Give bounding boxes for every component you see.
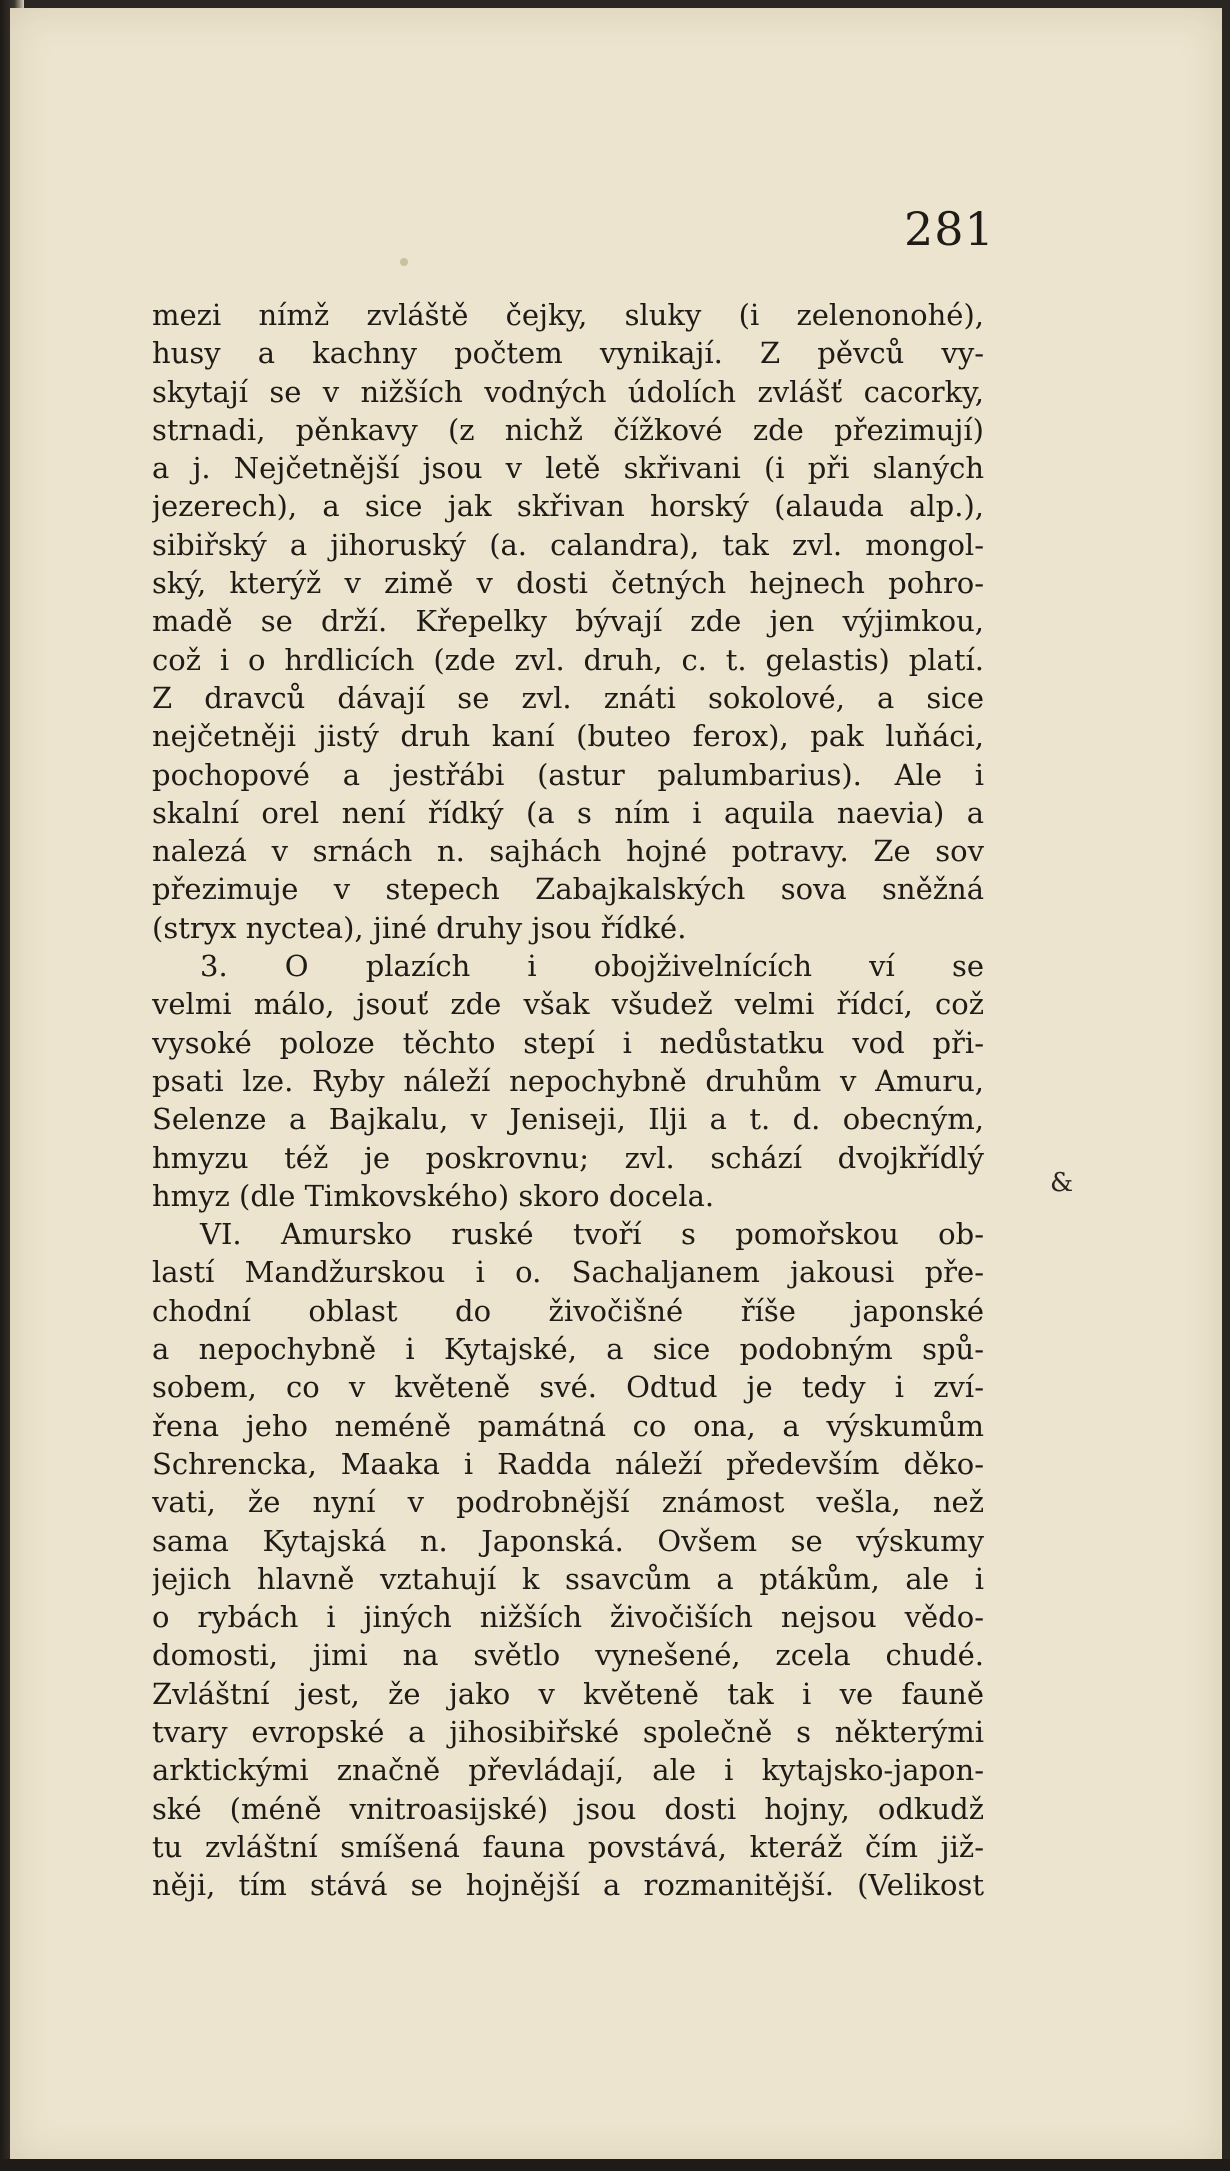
- scan-edge: [0, 2159, 1230, 2171]
- text-line: jejich hlavně vztahují k ssavcům a ptákům, ale i: [152, 1561, 984, 1596]
- text-line: Schrencka, Maaka i Radda náleží především děko-: [152, 1446, 984, 1481]
- text-line: hmyzu též je poskrovnu; zvl. schází dvojkřídlý: [152, 1140, 984, 1175]
- text-line: (stryx nyctea), jiné druhy jsou řídké.: [152, 910, 687, 945]
- text-line: nalezá v srnách n. sajhách hojné potravy. Ze sov: [152, 834, 984, 869]
- text-line: vysoké poloze těchto stepí i nedůstatku vod při-: [152, 1025, 984, 1060]
- text-line: o rybách i jiných nižších živočiších nejsou vědo-: [152, 1600, 984, 1635]
- text-line: psati lze. Ryby náleží nepochybně druhům v Amuru,: [152, 1063, 984, 1098]
- text-line: skalní orel není řídký (a s ním i aquila naevia) a: [152, 795, 984, 830]
- text-line: lastí Mandžurskou i o. Sachaljanem jakousi pře-: [152, 1255, 984, 1290]
- page-number: 281: [904, 202, 995, 256]
- section-heading-line: VI. Amursko ruské tvoří s pomořskou ob-: [200, 1217, 984, 1252]
- text-line: arktickými značně převládají, ale i kytajsko-japon-: [152, 1753, 984, 1788]
- text-line: jezerech), a sice jak skřivan horský (alauda alp.),: [152, 489, 984, 524]
- text-line: nejčetněji jistý druh kaní (buteo ferox), pak luňáci,: [152, 719, 984, 754]
- section-heading-line: 3. O plazích i obojživelnících ví se: [200, 949, 984, 984]
- text-line: přezimuje v stepech Zabajkalských sova sněžná: [152, 872, 984, 907]
- text-line: vati, že nyní v podrobnější známost vešla, než: [152, 1485, 984, 1520]
- text-line: tu zvláštní smíšená fauna povstává, kteráž čím již-: [152, 1829, 984, 1864]
- text-line: ský, kterýž v zimě v dosti četných hejnech pohro-: [152, 566, 984, 601]
- text-line: něji, tím stává se hojnější a rozmanitější. (Velikost: [152, 1868, 984, 1903]
- text-line: ské (méně vnitroasijské) jsou dosti hojny, odkudž: [152, 1791, 984, 1826]
- text-line: husy a kachny počtem vynikají. Z pěvců vy-: [152, 336, 984, 371]
- text-line: tvary evropské a jihosibiřské společně s některými: [152, 1714, 984, 1749]
- text-line: Z dravců dávají se zvl. znáti sokolové, a sice: [152, 680, 984, 715]
- text-line: pochopové a jestřábi (astur palumbarius). Ale i: [152, 757, 984, 792]
- text-line: skytají se v nižších vodných údolích zvlášť cacorky,: [152, 374, 984, 409]
- text-line: velmi málo, jsouť zde však všudež velmi řídcí, což: [152, 987, 984, 1022]
- text-line: domosti, jimi na světlo vynešené, zcela chudé.: [152, 1638, 984, 1673]
- text-line: hmyz (dle Timkovského) skoro docela.: [152, 1178, 715, 1213]
- text-line: řena jeho neméně památná co ona, a výskumům: [152, 1408, 984, 1443]
- text-line: sibiřský a jihoruský (a. calandra), tak zvl. mongol-: [152, 527, 984, 562]
- text-line: mezi nímž zvláště čejky, sluky (i zelenonohé),: [152, 298, 984, 332]
- paper-speck: [400, 258, 408, 266]
- margin-note: &: [1050, 1168, 1074, 1198]
- body-text: [152, 296, 984, 1904]
- text-line: a nepochybně i Kytajské, a sice podobným spů-: [152, 1332, 984, 1367]
- text-line: chodní oblast do živočišné říše japonské: [152, 1293, 984, 1328]
- text-line: a j. Nejčetnější jsou v letě skřivani (i při slaných: [152, 451, 984, 486]
- text-line: madě se drží. Křepelky bývají zde jen výjimkou,: [152, 604, 984, 639]
- text-line: což i o hrdlicích (zde zvl. druh, c. t. gelastis) platí.: [152, 642, 984, 677]
- text-line: Selenze a Bajkalu, v Jeniseji, Ilji a t. d. obecným,: [152, 1102, 984, 1137]
- text-line: strnadi, pěnkavy (z nichž čížkové zde přezimují): [152, 412, 984, 447]
- text-line: sobem, co v květeně své. Odtud je tedy i zví-: [152, 1370, 984, 1405]
- text-line: sama Kytajská n. Japonská. Ovšem se výskumy: [152, 1523, 984, 1558]
- text-line: Zvláštní jest, že jako v květeně tak i ve fauně: [152, 1676, 984, 1711]
